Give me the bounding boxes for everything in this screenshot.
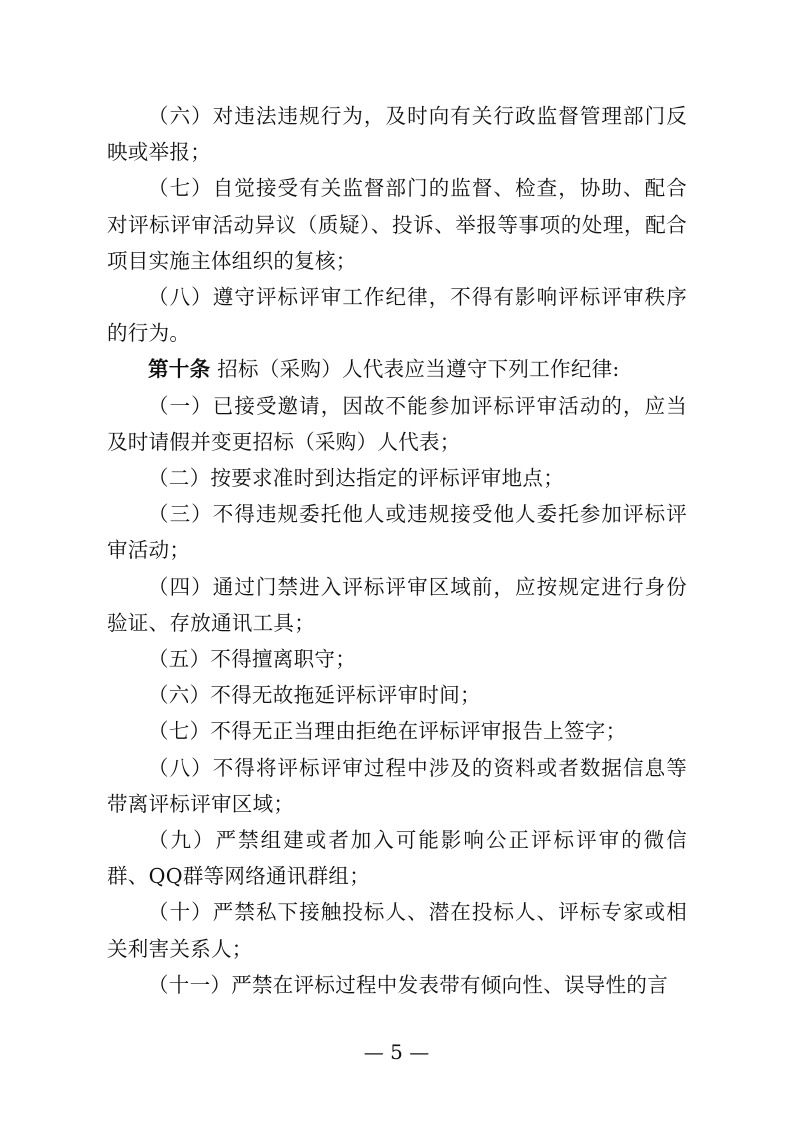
paragraph-text: （三）不得违规委托他人或违规接受他人委托参加评标评审活动； <box>107 502 687 563</box>
paragraph <box>107 967 687 1003</box>
paragraph <box>107 496 687 568</box>
paragraph-text: （八）不得将评标评审过程中涉及的资料或者数据信息等带离评标评审区域； <box>107 755 687 816</box>
paragraph-text: 招标（采购）人代表应当遵守下列工作纪律: <box>210 357 620 382</box>
paragraph-text: （六）对违法违规行为，及时向有关行政监督管理部门反映或举报； <box>107 104 687 165</box>
paragraph-text: （十一）严禁在评标过程中发表带有倾向性、误导性的言 <box>148 972 668 997</box>
paragraph <box>107 677 687 713</box>
paragraph-text: （四）通过门禁进入评标评审区域前，应按规定进行身份验证、存放通讯工具； <box>107 574 687 635</box>
paragraph-text: （一）已接受邀请，因故不能参加评标评审活动的，应当及时请假并变更招标（采购）人代表； <box>107 393 687 454</box>
paragraph <box>107 460 687 496</box>
paragraph <box>107 750 687 822</box>
paragraph <box>107 98 687 170</box>
paragraph-text: （八）遵守评标评审工作纪律，不得有影响评标评审秩序的行为。 <box>107 285 687 346</box>
paragraph <box>107 279 687 351</box>
paragraph-text: （七）自觉接受有关监督部门的监督、检查，协助、配合对评标评审活动异议（质疑）、投诉、举报等事项的处理，配合项目实施主体组织的复核； <box>107 176 687 273</box>
paragraph <box>107 569 687 641</box>
paragraph-text: （十）严禁私下接触投标人、潜在投标人、评标专家或相关利害关系人； <box>107 900 687 961</box>
paragraph <box>107 641 687 677</box>
paragraph-text: （九）严禁组建或者加入可能影响公正评标评审的微信群、QQ群等网络通讯群组； <box>107 828 687 889</box>
paragraph <box>107 822 687 894</box>
page-number: — 5 — <box>363 1040 430 1064</box>
paragraph-text: （二）按要求准时到达指定的评标评审地点； <box>148 466 564 491</box>
document-body <box>107 98 687 1003</box>
paragraph <box>107 713 687 749</box>
paragraph <box>107 894 687 966</box>
article-label: 第十条 <box>148 357 211 382</box>
paragraph-text: （六）不得无故拖延评标评审时间； <box>148 683 481 708</box>
paragraph-text: （五）不得擅离职守； <box>148 647 356 672</box>
article-heading-paragraph <box>107 351 687 387</box>
paragraph <box>107 388 687 460</box>
paragraph <box>107 170 687 279</box>
paragraph-text: （七）不得无正当理由拒绝在评标评审报告上签字； <box>148 719 627 744</box>
